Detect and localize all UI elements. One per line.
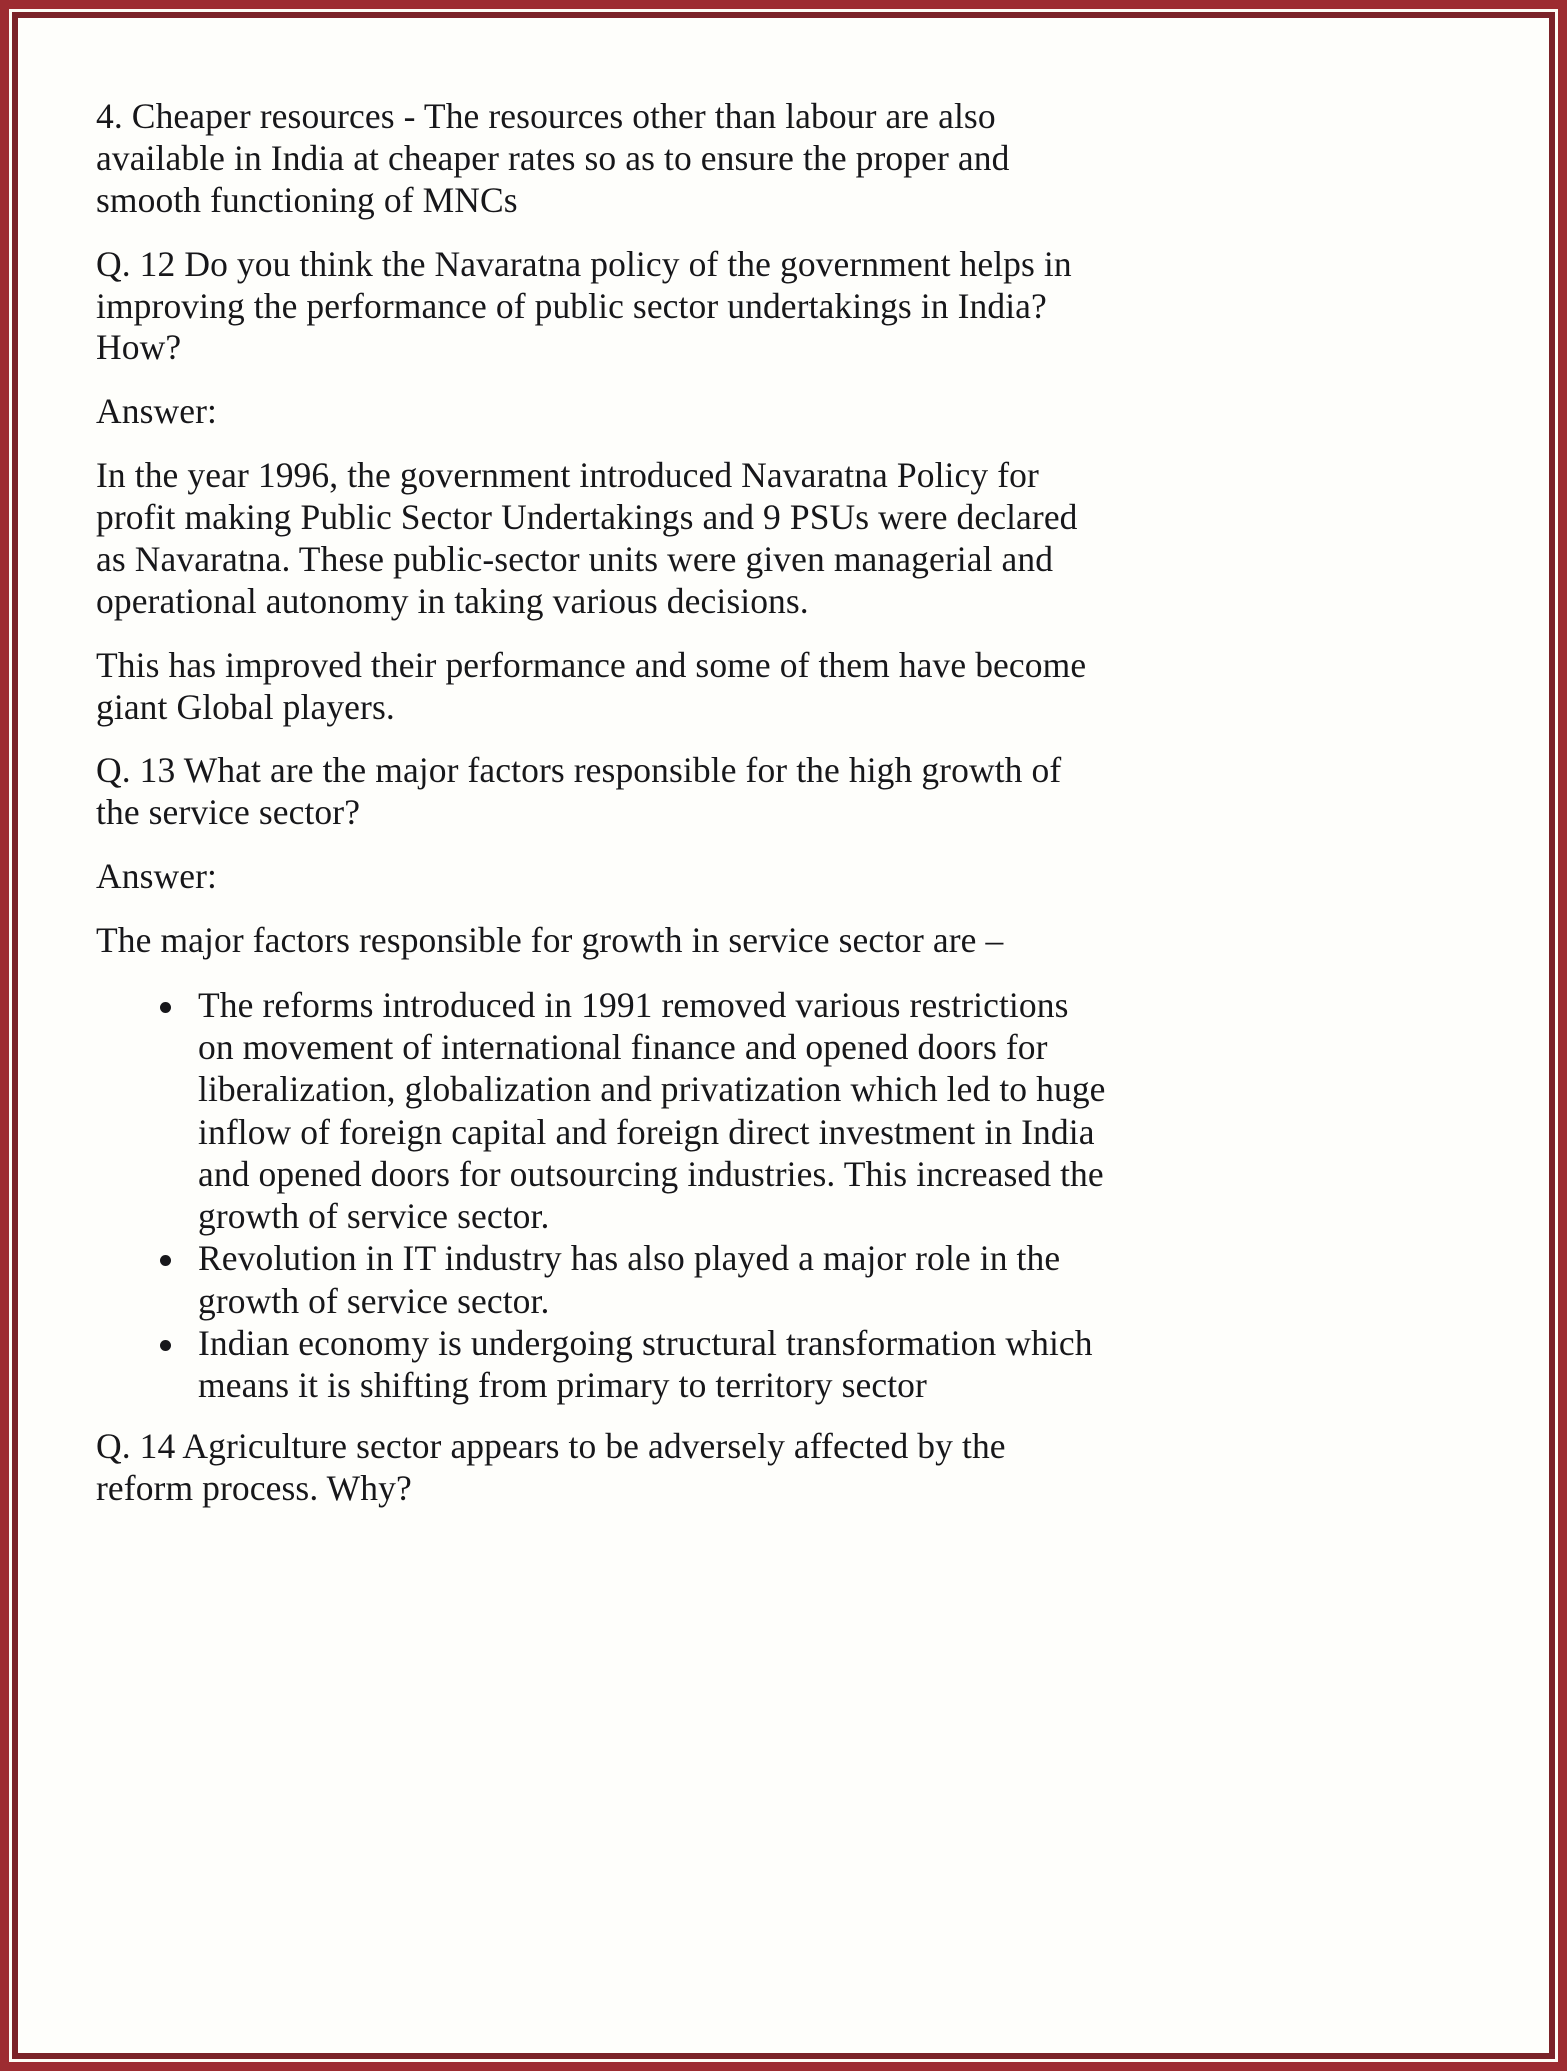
list-item	[154, 984, 1106, 1237]
page-inner-rule	[12, 12, 1555, 2059]
answer-12-paragraph-2: This has improved their performance and some of them have become giant Global players.	[96, 644, 1087, 727]
answer-13-intro: The major factors responsible for growth in service sector are –	[96, 920, 1004, 960]
question-13-heading: Q. 13 What are the major factors responsible for the high growth of the service sector?	[96, 750, 1062, 833]
list-item	[154, 1322, 1106, 1406]
document-content	[96, 96, 1106, 1532]
paragraph-point-4-cheaper-resources: 4. Cheaper resources - The resources other than labour are also available in India at cheaper rates so as to ensure the proper and smooth functioning of MNCs	[96, 96, 1010, 220]
list-item-text: Revolution in IT industry has also played a major role in the growth of service sector.	[198, 1238, 1061, 1321]
answer-label-q12: Answer:	[96, 391, 217, 432]
document-page	[18, 18, 1549, 2053]
list-item-text: The reforms introduced in 1991 removed various restrictions on movement of international finance and opened doors for liberalization, globalization and privatization which led to huge inflow of foreign capital and foreign direct investment in India and opened doors for outsourcing industries. This increased the growth of service sector.	[198, 984, 1106, 1237]
bullet-dot-icon	[160, 1340, 171, 1351]
list-item-text: Indian economy is undergoing structural transformation which means it is shifting from primary to territory sector	[198, 1322, 1093, 1405]
bullet-dot-icon	[160, 1255, 171, 1266]
bullet-dot-icon	[160, 1002, 171, 1013]
answer-12-paragraph-1: In the year 1996, the government introduced Navaratna Policy for profit making Public Sector Undertakings and 9 PSUs were declared as Navaratna. These public-sector units were given managerial and operational autonomy in taking various decisions.	[96, 455, 1078, 621]
question-12-heading: Q. 12 Do you think the Navaratna policy of the government helps in improving the performance of public sector undertakings in India? How?	[96, 243, 1072, 368]
answer-label-q13: Answer:	[96, 856, 217, 897]
answer-13-bullet-list	[96, 984, 1106, 1406]
question-14-heading: Q. 14 Agriculture sector appears to be adversely affected by the reform process. Why?	[96, 1426, 1006, 1509]
list-item	[154, 1237, 1106, 1321]
page-border-gap	[9, 9, 1558, 2062]
